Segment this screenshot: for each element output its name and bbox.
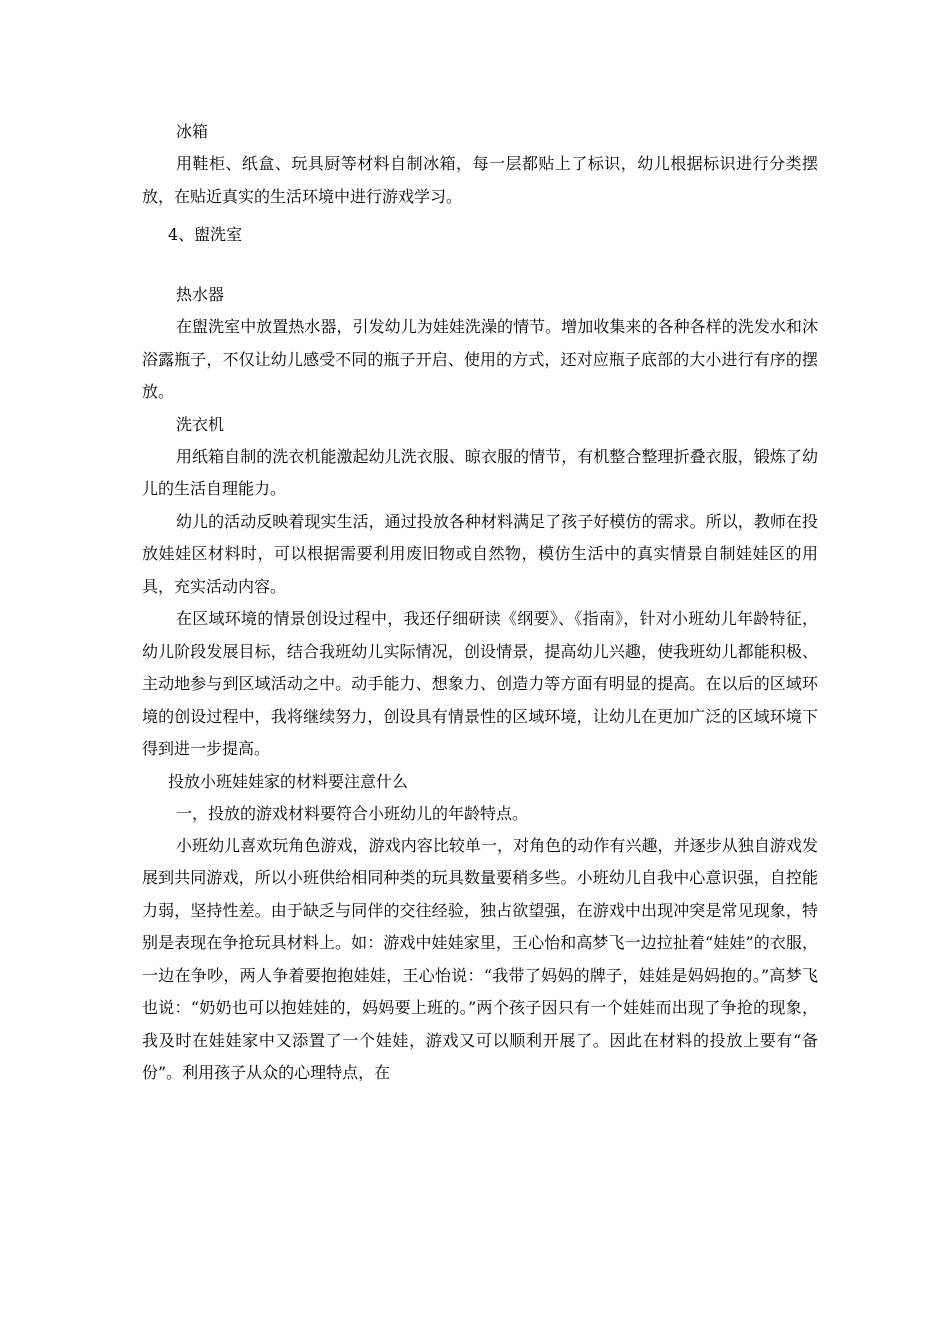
paragraph-real-life: 幼儿的活动反映着现实生活，通过投放各种材料满足了孩子好模仿的需求。所以，教师在投放娃娃区材料时，可以根据需要利用废旧物或自然物，模仿生活中的真实情景自制娃娃区的用具，充实活动内容。: [142, 511, 818, 596]
paragraph-fridge: 用鞋柜、纸盒、玩具厨等材料自制冰箱，每一层都贴上了标识，幼儿根据标识进行分类摆放，在贴近真实的生活环境中进行游戏学习。: [142, 154, 818, 206]
subheading-washing-machine: 洗衣机: [176, 414, 225, 434]
point-one-heading: 一，投放的游戏材料要符合小班幼儿的年龄特点。: [176, 803, 529, 823]
subheading-water-heater: 热水器: [176, 285, 225, 304]
section-heading-washroom: 4、盥洗室: [168, 225, 243, 244]
paragraph-washing-machine: 用纸箱自制的洗衣机能激起幼儿洗衣服、晾衣服的情节，有机整合整理折叠衣服，锻炼了幼儿的生活自理能力。: [142, 446, 818, 498]
paragraph-environment: 在区域环境的情景创设过程中，我还仔细研读《纲要》、《指南》，针对小班幼儿年龄特征，幼儿阶段发展目标，结合我班幼儿实际情况，创设情景，提高幼儿兴趣，使我班幼儿都能积极、主动地参与到区域活动之中。动手能力、想象力、创造力等方面有明显的提高。在以后的区域环境的创设过程中，我将继续努力，创设具有情景性的区域环境，让幼儿在更加广泛的区域环境下得到进一步提高。: [142, 609, 818, 758]
paragraph-point-one: 小班幼儿喜欢玩角色游戏，游戏内容比较单一，对角色的动作有兴趣，并逐步从独自游戏发展到共同游戏，所以小班供给相同种类的玩具数量要稍多些。小班幼儿自我中心意识强，自控能力弱，坚持性差。由于缺乏与同伴的交往经验，独占欲望强，在游戏中出现冲突是常见现象，特别是表现在争抢玩具材料上。如：游戏中娃娃家里，王心怡和高梦飞一边拉扯着“娃娃”的衣服，一边在争吵，两人争着要抱抱娃娃，王心怡说：“我带了妈妈的牌子，娃娃是妈妈抱的。”高梦飞也说：“奶奶也可以抱娃娃的，妈妈要上班的。”两个孩子因只有一个娃娃而出现了争抢的现象，我及时在娃娃家中又添置了一个娃娃，游戏又可以顺利开展了。因此在材料的投放上要有“备份”。利用孩子从众的心理特点，在: [142, 835, 818, 1082]
spacer: [142, 251, 818, 279]
subheading-fridge: 冰箱: [176, 122, 209, 141]
paragraph-water-heater: 在盥洗室中放置热水器，引发幼儿为娃娃洗澡的情节。增加收集来的各种各样的洗发水和沐浴露瓶子，不仅让幼儿感受不同的瓶子开启、使用的方式，还对应瓶子底部的大小进行有序的摆放。: [142, 317, 818, 401]
document-body: [142, 116, 818, 1090]
heading-materials-question: 投放小班娃娃家的材料要注意什么: [168, 771, 409, 791]
